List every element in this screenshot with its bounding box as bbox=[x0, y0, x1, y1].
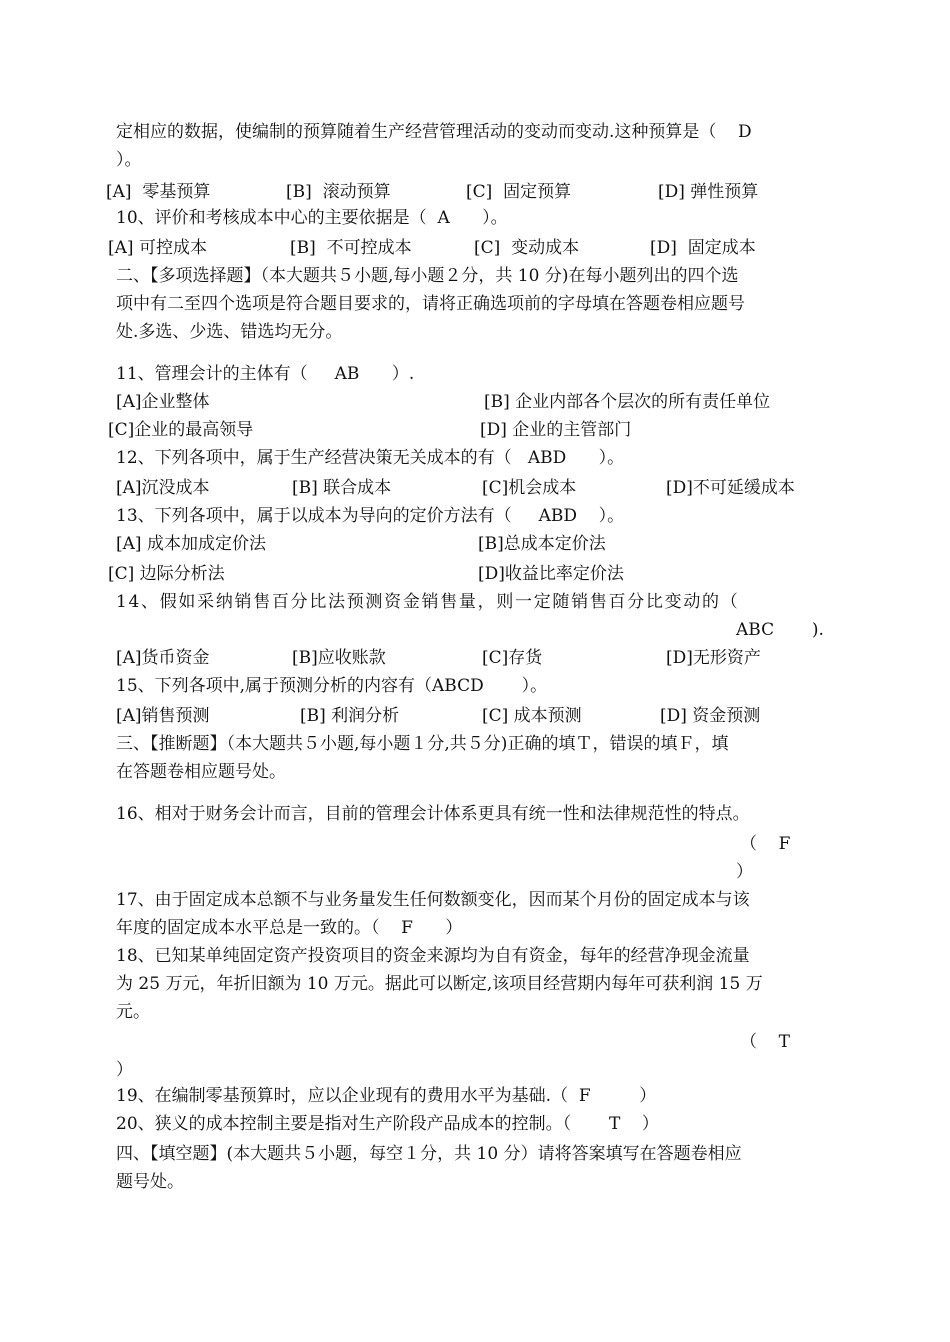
q17-line1: 17、由于固定成本总额不与业务量发生任何数额变化，因而某个月份的固定成本与该 bbox=[116, 890, 750, 910]
q9-continuation-line2: ）。 bbox=[116, 150, 142, 170]
section4-heading-line2: 题号处。 bbox=[116, 1172, 184, 1192]
q13-option-c: [C] 边际分析法 bbox=[108, 564, 225, 584]
section3-heading-line1: 三、【推断题】（本大题共５小题,每小题１分,共５分)正确的填Ｔ，错误的填Ｆ，填 bbox=[116, 734, 729, 754]
q13-option-d: [D]收益比率定价法 bbox=[478, 564, 624, 584]
q16-answer: （ F bbox=[740, 834, 791, 854]
q13-option-a: [A] 成本加成定价法 bbox=[116, 534, 266, 554]
q17-line2: 年度的固定成本水平总是一致的。（ F ） bbox=[116, 918, 463, 938]
q15-option-a: [A]销售预测 bbox=[116, 706, 210, 726]
q14-option-a: [A]货币资金 bbox=[116, 648, 210, 668]
q10-option-b: [B] 不可控成本 bbox=[290, 238, 412, 258]
q11-option-b: [B] 企业内部各个层次的所有责任单位 bbox=[484, 392, 771, 412]
q15-option-c: [C] 成本预测 bbox=[482, 706, 582, 726]
q14-answer: ABC ). bbox=[736, 620, 824, 640]
q9-option-b: [B] 滚动预算 bbox=[286, 182, 391, 202]
q15-option-d: [D] 资金预测 bbox=[660, 706, 761, 726]
q12-option-b: [B] 联合成本 bbox=[292, 478, 392, 498]
q13-option-b: [B]总成本定价法 bbox=[478, 534, 606, 554]
q18-line2: 为 25 万元，年折旧额为 10 万元。据此可以断定,该项目经营期内每年可获利润 15 万 bbox=[116, 974, 763, 994]
section2-heading-line3: 处.多选、少选、错选均无分。 bbox=[116, 322, 343, 342]
q12-stem: 12、下列各项中，属于生产经营决策无关成本的有（ ABD ）。 bbox=[116, 448, 625, 468]
section2-heading-line1: 二、【多项选择题】（本大题共５小题,每小题２分，共 10 分)在每小题列出的四个选 bbox=[116, 266, 739, 286]
q9-option-d: [D] 弹性预算 bbox=[658, 182, 759, 202]
q14-option-d: [D]无形资产 bbox=[666, 648, 761, 668]
q13-stem: 13、下列各项中，属于以成本为导向的定价方法有（ ABD ）。 bbox=[116, 506, 625, 526]
q10-option-c: [C] 变动成本 bbox=[474, 238, 580, 258]
section3-heading-line2: 在答题卷相应题号处。 bbox=[116, 762, 286, 782]
q18-line1: 18、已知某单纯固定资产投资项目的资金来源均为自有资金，每年的经营净现金流量 bbox=[116, 946, 750, 966]
q18-answer-close: ） bbox=[116, 1060, 133, 1080]
q10-option-d: [D] 固定成本 bbox=[650, 238, 756, 258]
q14-stem: 14、假如采纳销售百分比法预测资金销售量，则一定随销售百分比变动的（ bbox=[116, 592, 740, 612]
q11-option-c: [C]企业的最高领导 bbox=[108, 420, 254, 440]
q15-option-b: [B] 利润分析 bbox=[300, 706, 400, 726]
q11-stem: 11、管理会计的主体有（ AB ）. bbox=[116, 364, 415, 384]
q12-option-d: [D]不可延缓成本 bbox=[666, 478, 795, 498]
q10-stem: 10、评价和考核成本中心的主要依据是（ A ）。 bbox=[116, 208, 508, 228]
q11-option-d: [D] 企业的主管部门 bbox=[480, 420, 632, 440]
q9-option-c: [C] 固定预算 bbox=[466, 182, 572, 202]
q16-answer-close: ） bbox=[736, 862, 753, 882]
q11-option-a: [A]企业整体 bbox=[116, 392, 210, 412]
q18-answer: （ T bbox=[740, 1032, 790, 1052]
q12-option-a: [A]沉没成本 bbox=[116, 478, 210, 498]
q14-option-c: [C]存货 bbox=[482, 648, 543, 668]
section4-heading-line1: 四、【填空题】(本大题共５小题，每空１分，共 10 分）请将答案填写在答题卷相应 bbox=[116, 1144, 742, 1164]
q19-stem: 19、在编制零基预算时，应以企业现有的费用水平为基础.（ F ） bbox=[116, 1086, 657, 1106]
q15-stem: 15、下列各项中,属于预测分析的内容有（ABCD ）。 bbox=[116, 676, 548, 696]
q10-option-a: [A] 可控成本 bbox=[108, 238, 207, 258]
q16-stem: 16、相对于财务会计而言，目前的管理会计体系更具有统一性和法律规范性的特点。 bbox=[116, 804, 750, 824]
q18-line3: 元。 bbox=[116, 1002, 150, 1022]
q9-continuation-line1: 定相应的数据，使编制的预算随着生产经营管理活动的变动而变动.这种预算是（ D bbox=[116, 122, 752, 142]
q20-stem: 20、狭义的成本控制主要是指对生产阶段产品成本的控制。（ T ） bbox=[116, 1114, 659, 1134]
q9-option-a: [A] 零基预算 bbox=[106, 182, 211, 202]
section2-heading-line2: 项中有二至四个选项是符合题目要求的，请将正确选项前的字母填在答题卷相应题号 bbox=[116, 294, 745, 314]
q14-option-b: [B]应收账款 bbox=[292, 648, 386, 668]
q12-option-c: [C]机会成本 bbox=[482, 478, 577, 498]
